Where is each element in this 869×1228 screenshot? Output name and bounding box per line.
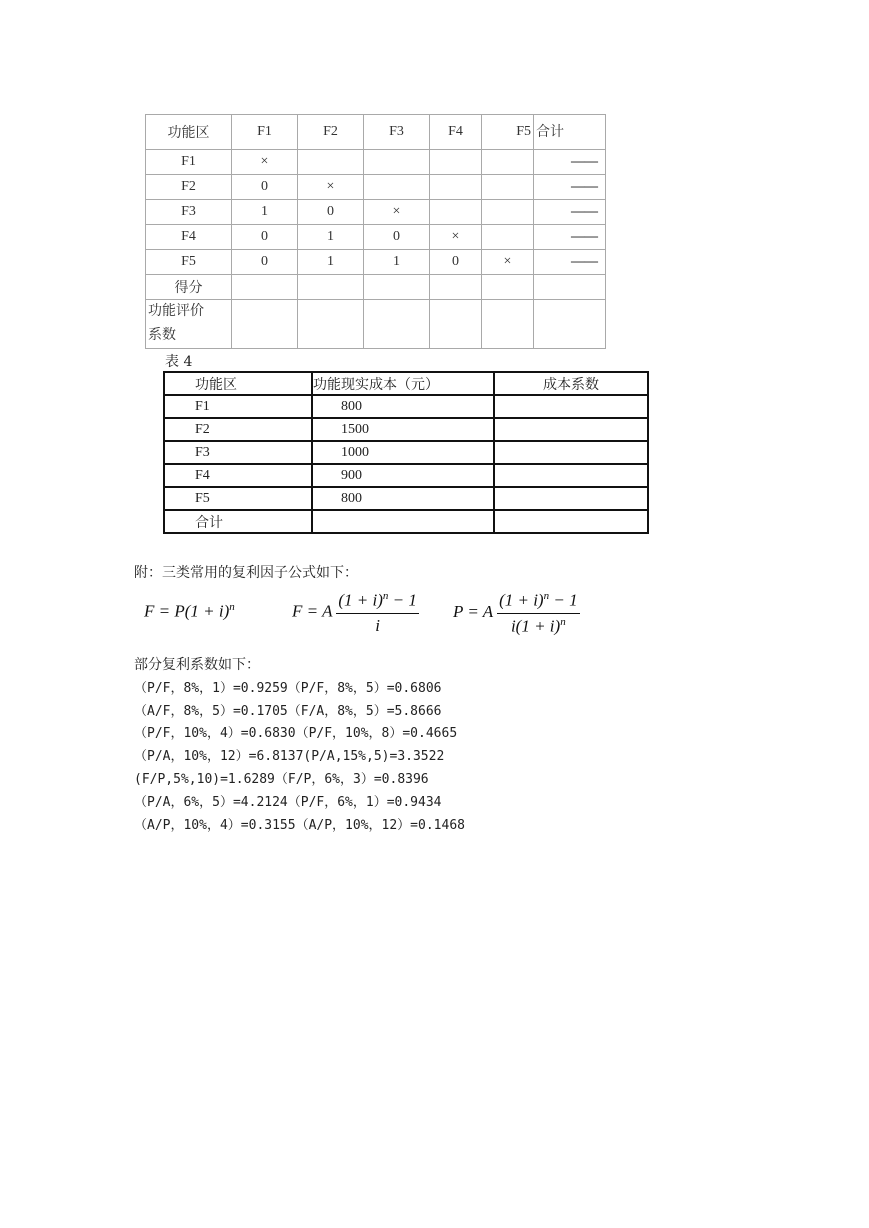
table-row: [164, 395, 648, 418]
header-cell: 功能现实成本（元）: [312, 372, 494, 395]
formula-future-value: $F = P(1 + i)^n$: [144, 601, 235, 621]
formula-exponent: n: [382, 590, 389, 602]
table-cell: 900: [312, 464, 494, 487]
formula-annuity-future: F = A $\frac{(1 + i)^n - 1}{i}$: [292, 590, 417, 635]
table-cell: [232, 300, 298, 349]
function-scoring-table: [145, 114, 606, 349]
header-cell: F5: [482, 115, 534, 150]
table-cell: 800: [312, 395, 494, 418]
table-cell: [482, 225, 534, 250]
table-cell: [364, 300, 430, 349]
table-cell: [482, 300, 534, 349]
formula-denominator: i: [375, 615, 381, 635]
coefficient-line: （P/F，10%，4）=0.6830（P/F，10%，8）=0.4665: [134, 726, 458, 741]
table-row: [146, 225, 606, 250]
formula-fraction: [336, 590, 419, 636]
table-cell: ——: [534, 250, 606, 275]
header-cell: 成本系数: [494, 372, 648, 395]
coefficient-line: （P/A，6%，5）=4.2124（P/F，6%，1）=0.9434: [134, 795, 442, 810]
table-row: [146, 250, 606, 275]
table-cell: F5: [164, 487, 312, 510]
table-cell: 0: [232, 225, 298, 250]
table-cell: 0: [364, 225, 430, 250]
table-cell: [364, 150, 430, 175]
table-cell: [364, 275, 430, 300]
table-cell: [494, 464, 648, 487]
table4-caption: 表 4: [165, 354, 193, 370]
table-cell: ——: [534, 200, 606, 225]
table-cell: [430, 175, 482, 200]
score-row: [146, 275, 606, 300]
table-cell: ——: [534, 150, 606, 175]
formula-rhs: P(1 + i): [174, 601, 230, 621]
header-cell: 合计: [534, 115, 606, 150]
header-cell: F1: [232, 115, 298, 150]
coefficient-row: [146, 300, 606, 349]
table-header-row: [146, 115, 606, 150]
table-cell: F4: [164, 464, 312, 487]
cost-table: [163, 371, 649, 534]
coefficient-line: （A/F，8%，5）=0.1705（F/A，8%，5）=5.8666: [134, 704, 442, 719]
table-cell: ×: [482, 250, 534, 275]
total-row: [164, 510, 648, 533]
formula-note: 附：三类常用的复利因子公式如下：: [134, 565, 358, 581]
header-cell: F3: [364, 115, 430, 150]
table-row: [164, 418, 648, 441]
table-cell: [298, 150, 364, 175]
coefficient-label-line2: 系数: [148, 328, 176, 343]
header-cell: 功能区: [164, 372, 312, 395]
table-cell: 0: [232, 175, 298, 200]
header-cell: 功能区: [146, 115, 232, 150]
formula-coef: A: [322, 601, 333, 621]
table-cell: F2: [164, 418, 312, 441]
coefficient-line: （P/A，10%，12）=6.8137(P/A,15%,5)=3.3522: [134, 749, 445, 764]
coefficients-subtitle: 部分复利系数如下：: [134, 657, 260, 673]
table-cell: [482, 200, 534, 225]
table-cell: 1: [298, 225, 364, 250]
header-cell: F4: [430, 115, 482, 150]
table-cell: F2: [146, 175, 232, 200]
coefficient-label: [146, 300, 232, 349]
table-row: [164, 464, 648, 487]
formula-exponent: n: [229, 601, 235, 613]
table-cell: 1: [364, 250, 430, 275]
table-cell: [430, 275, 482, 300]
table-cell: 0: [232, 250, 298, 275]
table-cell: [482, 275, 534, 300]
table-cell: [494, 395, 648, 418]
formula-lhs: F: [144, 601, 155, 621]
table-cell: 1: [232, 200, 298, 225]
table-cell: ×: [430, 225, 482, 250]
table-cell: [298, 275, 364, 300]
formula-denominator: i(1 + i): [510, 616, 561, 636]
table-cell: [494, 510, 648, 533]
table-cell: [430, 200, 482, 225]
table-cell: [534, 300, 606, 349]
table-cell: ——: [534, 175, 606, 200]
formula-numerator: (1 + i): [338, 590, 383, 610]
table-row: [146, 175, 606, 200]
table-cell: [494, 441, 648, 464]
formula-lhs: P: [453, 602, 464, 622]
table-cell: [364, 175, 430, 200]
table-row: [146, 200, 606, 225]
table-cell: [494, 418, 648, 441]
table-cell: [232, 275, 298, 300]
score-label: 得分: [146, 275, 232, 300]
formula-numerator-tail: − 1: [388, 590, 417, 610]
table-cell: F5: [146, 250, 232, 275]
coefficient-label-line1: 功能评价: [148, 304, 204, 319]
table-row: [164, 487, 648, 510]
table-cell: 1: [298, 250, 364, 275]
table-cell: 0: [430, 250, 482, 275]
table-cell: F3: [164, 441, 312, 464]
table-cell: [482, 150, 534, 175]
table-cell: F3: [146, 200, 232, 225]
table-cell: [298, 300, 364, 349]
table-cell: F1: [164, 395, 312, 418]
table-cell: 1500: [312, 418, 494, 441]
table-row: [146, 150, 606, 175]
table-cell: [482, 175, 534, 200]
coefficient-line: (F/P,5%,10)=1.6289（F/P，6%，3）=0.8396: [134, 772, 429, 787]
table-cell: ×: [298, 175, 364, 200]
formula-annuity-present: P = A $\frac{(1 + i)^n - 1}{i(1 + i)^n}$: [453, 590, 578, 636]
formula-exponent: n: [543, 590, 550, 602]
table-cell: F4: [146, 225, 232, 250]
formula-numerator: (1 + i): [499, 590, 544, 610]
header-cell: F2: [298, 115, 364, 150]
table-cell: [312, 510, 494, 533]
formula-coef: A: [482, 602, 493, 622]
table-cell: ×: [364, 200, 430, 225]
table-cell: [430, 150, 482, 175]
table-cell: 0: [298, 200, 364, 225]
table-cell: [494, 487, 648, 510]
table-cell: [534, 275, 606, 300]
table-header-row: [164, 372, 648, 395]
formula-exponent: n: [560, 615, 566, 628]
table-cell: F1: [146, 150, 232, 175]
coefficient-line: （A/P，10%，4）=0.3155（A/P，10%，12）=0.1468: [134, 818, 465, 833]
formula-fraction: [497, 590, 580, 636]
formula-numerator-tail: − 1: [549, 590, 578, 610]
table-cell: ——: [534, 225, 606, 250]
coefficient-line: （P/F，8%，1）=0.9259（P/F，8%，5）=0.6806: [134, 681, 442, 696]
table-cell: [430, 300, 482, 349]
total-label: 合计: [164, 510, 312, 533]
table-cell: ×: [232, 150, 298, 175]
table-row: [164, 441, 648, 464]
formula-lhs: F: [292, 601, 303, 621]
table-cell: 800: [312, 487, 494, 510]
table-cell: 1000: [312, 441, 494, 464]
